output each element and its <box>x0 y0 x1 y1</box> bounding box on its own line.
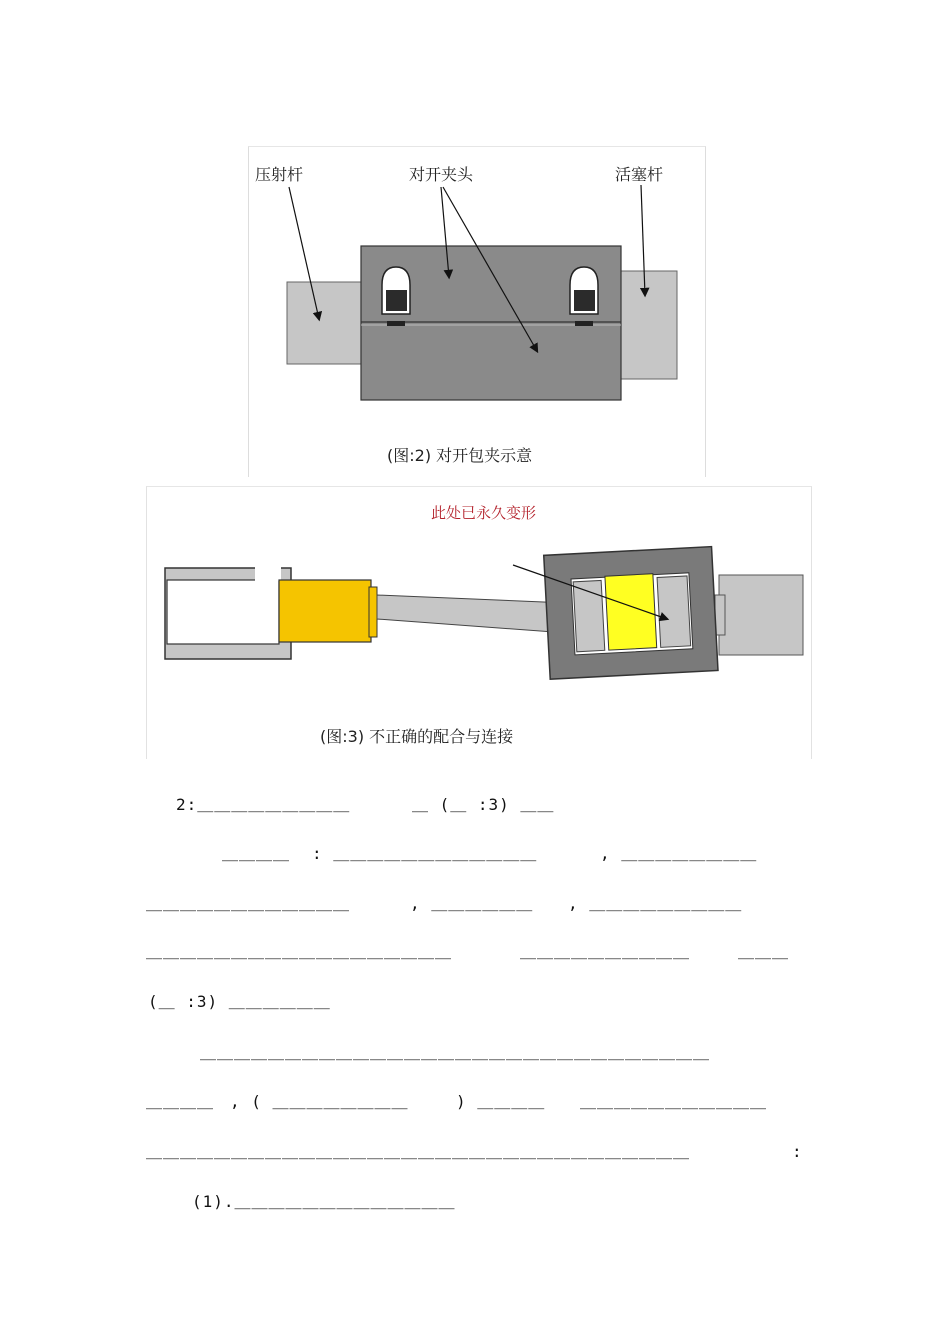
para-2a: ＿＿＿＿＿＿＿＿＿＿＿＿ <box>146 894 351 913</box>
para-1a: ＿＿＿＿ <box>222 844 291 863</box>
list-item-1: (1).＿＿＿＿＿＿＿＿＿＿＿＿＿ <box>192 1192 456 1211</box>
para-6d: ＿＿＿＿＿＿＿＿＿＿＿ <box>580 1092 768 1111</box>
para-3a: ＿＿＿＿＿＿＿＿＿＿＿＿＿＿＿＿＿＿ <box>146 942 453 961</box>
injection-rod <box>287 282 365 364</box>
bolt-icon <box>382 267 410 314</box>
figure-3-caption: (图:3) 不正确的配合与连接 <box>320 727 514 746</box>
figure-3-diagram <box>147 487 811 759</box>
figure-2-caption: (图:2) 对开包夹示意 <box>387 446 533 465</box>
heading-line-b: ＿ (＿ :3) ＿＿ <box>412 795 555 814</box>
label-injection-rod: 压射杆 <box>255 165 304 184</box>
para-3c: ＿＿＿ <box>738 942 790 961</box>
tilted-rod <box>377 595 567 633</box>
para-3b: ＿＿＿＿＿＿＿＿＿＿ <box>520 942 691 961</box>
para-1c: , ＿＿＿＿＿＿＿＿ <box>600 844 758 863</box>
figure-2 <box>248 146 706 477</box>
bolt-icon <box>570 267 598 314</box>
piston-rod <box>617 271 677 379</box>
para-2c: , ＿＿＿＿＿＿＿＿＿ <box>568 894 743 913</box>
para-7a: ＿＿＿＿＿＿＿＿＿＿＿＿＿＿＿＿＿＿＿＿＿＿＿＿＿＿＿＿＿＿＿＿ <box>146 1142 691 1161</box>
para-7b: : <box>792 1142 803 1161</box>
deformation-note: 此处已永久变形 <box>431 504 537 522</box>
label-split-clamp: 对开夹头 <box>409 165 474 184</box>
para-6a: ＿＿＿＿ <box>146 1092 215 1111</box>
para-5: ＿＿＿＿＿＿＿＿＿＿＿＿＿＿＿＿＿＿＿＿＿＿＿＿＿＿＿＿＿＿ <box>200 1043 711 1062</box>
heading-line: 2:＿＿＿＿＿＿＿＿＿ <box>176 795 351 814</box>
para-6c: ) ＿＿＿＿ <box>456 1092 546 1111</box>
label-piston-rod: 活塞杆 <box>615 165 664 184</box>
deformed-insert <box>605 574 657 650</box>
para-4: (＿ :3) ＿＿＿＿＿＿ <box>148 992 331 1011</box>
para-6b: , ( ＿＿＿＿＿＿＿＿ <box>230 1092 409 1111</box>
para-2b: , ＿＿＿＿＿＿ <box>410 894 534 913</box>
para-1b: : ＿＿＿＿＿＿＿＿＿＿＿＿ <box>312 844 538 863</box>
figure-2-diagram <box>249 147 705 477</box>
piston-head <box>279 580 371 642</box>
figure-3 <box>146 486 812 759</box>
